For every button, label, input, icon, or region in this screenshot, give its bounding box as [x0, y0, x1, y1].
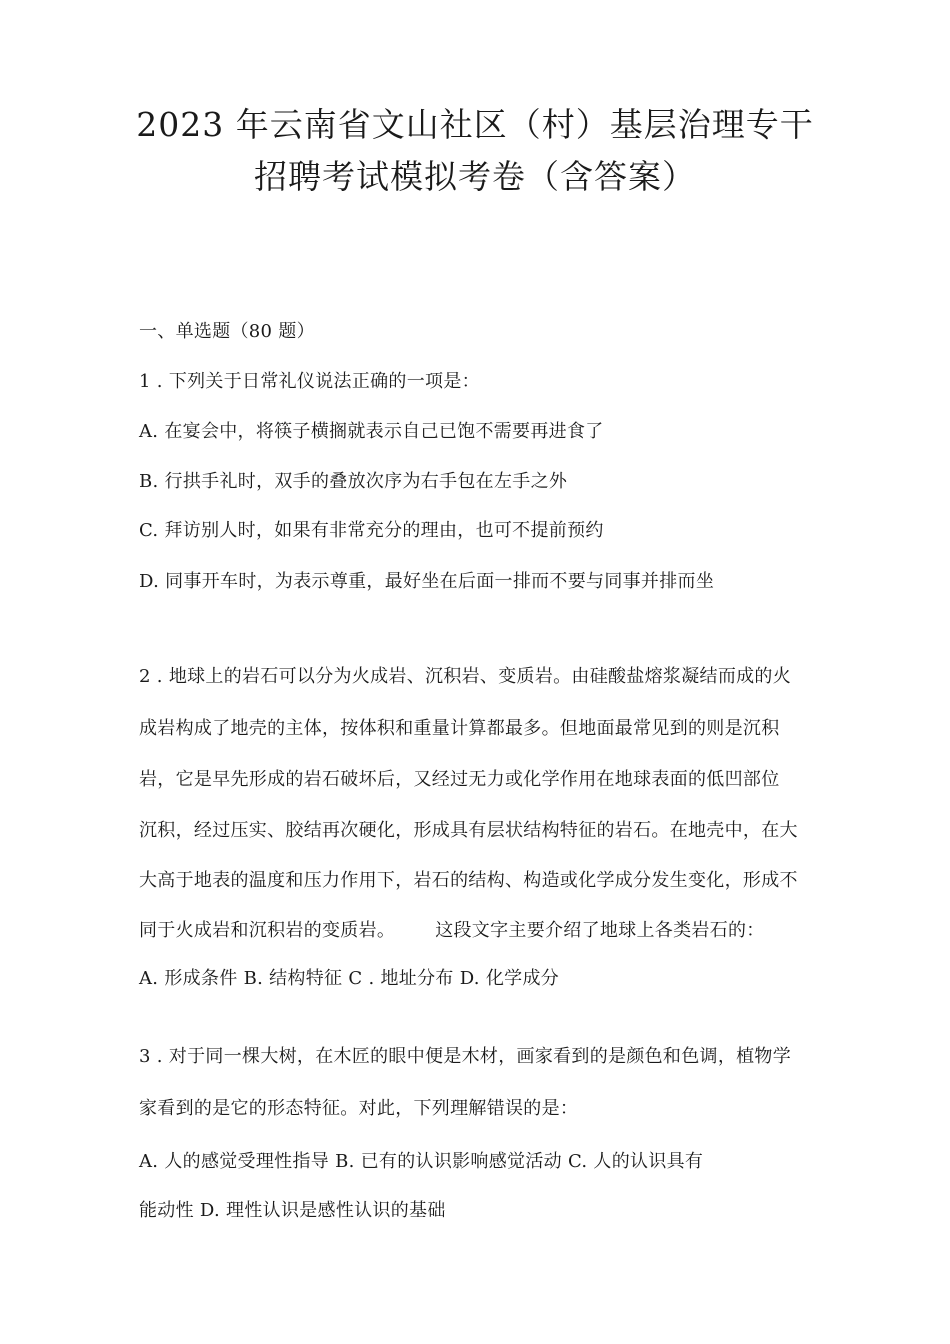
question-2-stem-line-6 — [139, 922, 765, 940]
section-heading: 一、单选题（80 题） — [139, 321, 315, 342]
question-2-stem-line-4: 沉积，经过压实、胶结再次硬化，形成具有层状结构特征的岩石。在地壳中，在大 — [139, 820, 798, 841]
question-1-option-c: C. 拜访别人时，如果有非常充分的理由，也可不提前预约 — [139, 520, 604, 541]
question-2-stem-last-part-2: 这段文字主要介绍了地球上各类岩石的： — [435, 920, 765, 941]
document-title-line-2: 招聘考试模拟考卷（含答案） — [254, 157, 696, 196]
question-2-options: A. 形成条件 B. 结构特征 C . 地址分布 D. 化学成分 — [139, 968, 560, 989]
question-2-stem-line-1: 2 . 地球上的岩石可以分为火成岩、沉积岩、变质岩。由硅酸盐熔浆凝结而成的火 — [139, 666, 792, 687]
question-2-stem-line-2: 成岩构成了地壳的主体，按体积和重量计算都最多。但地面最常见到的则是沉积 — [139, 718, 780, 739]
question-1-option-d: D. 同事开车时，为表示尊重，最好坐在后面一排而不要与同事并排而坐 — [139, 571, 715, 592]
document-title-line-1: 2023 年云南省文山社区（村）基层治理专干 — [136, 105, 814, 144]
question-3-options-line-2: 能动性 D. 理性认识是感性认识的基础 — [139, 1200, 446, 1221]
question-2-stem-last-part-1: 同于火成岩和沉积岩的变质岩。 — [139, 920, 396, 941]
question-3-stem-line-2: 家看到的是它的形态特征。对此，下列理解错误的是： — [139, 1098, 579, 1119]
question-1-option-a: A. 在宴会中，将筷子横搁就表示自己已饱不需要再进食了 — [139, 421, 604, 442]
question-2-stem-line-5: 大高于地表的温度和压力作用下，岩石的结构、构造或化学成分发生变化，形成不 — [139, 870, 798, 891]
question-2-stem-line-3: 岩，它是早先形成的岩石破坏后，又经过无力或化学作用在地球表面的低凹部位 — [139, 769, 780, 790]
question-1-option-b: B. 行拱手礼时，双手的叠放次序为右手包在左手之外 — [139, 471, 568, 492]
question-1-stem: 1 . 下列关于日常礼仪说法正确的一项是： — [139, 371, 480, 392]
question-3-stem-line-1: 3 . 对于同一棵大树，在木匠的眼中便是木材，画家看到的是颜色和色调，植物学 — [139, 1046, 792, 1067]
question-3-options-line-1: A. 人的感觉受理性指导 B. 已有的认识影响感觉活动 C. 人的认识具有 — [139, 1151, 704, 1172]
